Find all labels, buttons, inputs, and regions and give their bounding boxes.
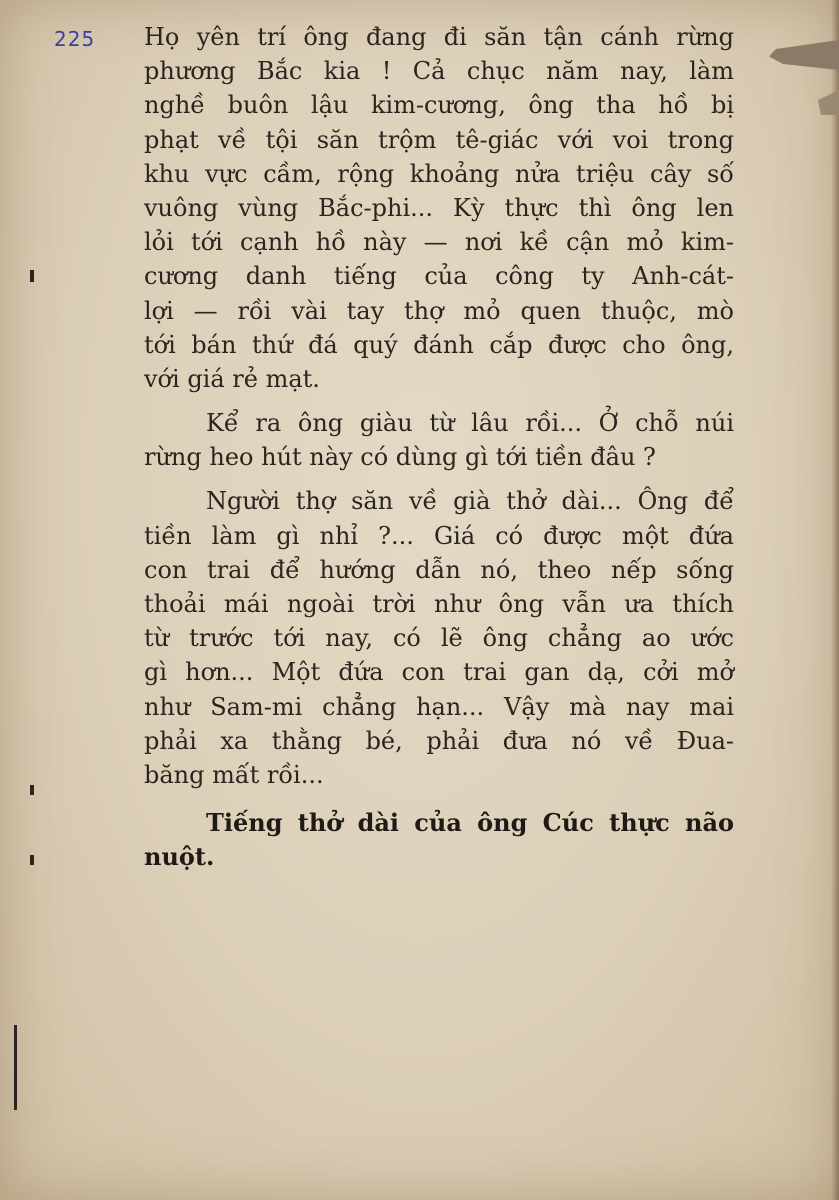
binding-mark <box>14 1025 17 1110</box>
text-line: Tiếng thở dài của ông Cúc thực não <box>206 808 734 838</box>
paragraph-gap <box>144 792 734 806</box>
text-line: khu vực cầm, rộng khoảng nửa triệu cây số <box>144 159 734 188</box>
text-line: Người thợ săn về già thở dài... Ông để <box>206 487 734 516</box>
text-line: thoải mái ngoài trời như ông vẫn ưa thích <box>144 590 734 618</box>
text-line: với giá rẻ mạt. <box>144 364 320 393</box>
paragraph <box>144 406 734 474</box>
text-line: phạt về tội săn trộm tê-giác với voi trong <box>144 125 734 154</box>
text-line: tới bán thứ đá quý đánh cắp được cho ông, <box>144 330 734 359</box>
text-line: nghề buôn lậu kim-cương, ông tha hồ bị <box>144 91 734 120</box>
text-line: cương danh tiếng của công ty Anh-cát- <box>144 262 734 291</box>
paragraph-gap <box>144 396 734 406</box>
paragraph <box>144 484 734 792</box>
handwritten-page-number: 225 <box>54 27 96 51</box>
text-line: từ trước tới nay, có lẽ ông chẳng ao ước <box>144 624 734 653</box>
paragraph-gap <box>144 474 734 484</box>
text-line: rừng heo hút này có dùng gì tới tiền đâu ? <box>144 443 656 472</box>
binding-hole <box>30 855 34 865</box>
body-text <box>144 20 734 875</box>
text-line: gì hơn... Một đứa con trai gan dạ, cởi mở <box>144 658 734 687</box>
text-line: Kể ra ông giàu từ lâu rồi... Ở chỗ núi <box>206 409 734 438</box>
text-line: băng mất rồi... <box>144 760 324 789</box>
text-line: như Sam-mi chẳng hạn... Vậy mà nay mai <box>144 692 734 721</box>
page-tear-small <box>809 90 839 115</box>
text-line: nuột. <box>144 842 215 872</box>
paragraph <box>144 20 734 396</box>
text-line: phải xa thằng bé, phải đưa nó về Đua- <box>144 726 734 755</box>
text-line: con trai để hướng dẫn nó, theo nếp sống <box>144 555 734 584</box>
text-line: vuông vùng Bắc-phi... Kỳ thực thì ông len <box>144 193 734 222</box>
page-edge-shadow <box>831 0 839 1200</box>
text-line: lỏi tới cạnh hồ này — nơi kề cận mỏ kim- <box>144 228 734 257</box>
paragraph <box>144 806 734 874</box>
page-tear <box>769 40 839 70</box>
text-line: tiền làm gì nhỉ ?... Giá có được một đứa <box>144 521 734 550</box>
text-line: phương Bắc kia ! Cả chục năm nay, làm <box>144 57 734 86</box>
binding-hole <box>30 785 34 795</box>
text-line: Họ yên trí ông đang đi săn tận cánh rừng <box>144 23 734 51</box>
binding-hole <box>30 270 34 282</box>
text-line: lợi — rồi vài tay thợ mỏ quen thuộc, mò <box>144 296 734 325</box>
